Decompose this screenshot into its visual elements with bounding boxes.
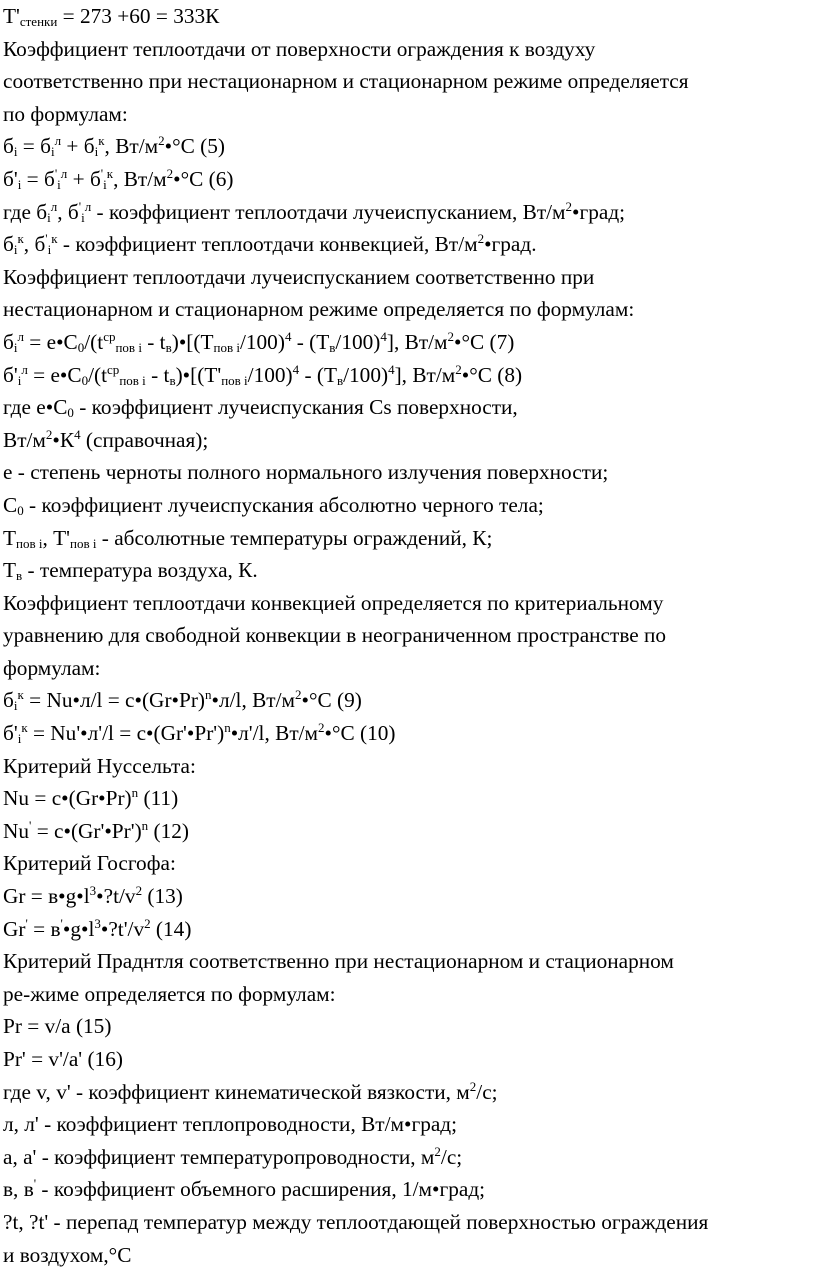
superscript-text: ср [103,328,116,344]
subscript-text: i [13,339,18,355]
text-run: - температура воздуха, К. [22,558,258,583]
text-run: •К [52,427,75,452]
text-run: = в [27,916,61,941]
superscript-text: 4 [292,361,300,377]
text-line [3,0,812,33]
superscript-text: 2 [158,133,165,149]
text-run: - коэффициент теплоотдачи конвекцией, Вт/м [57,232,478,257]
superscript-text: ' [54,165,58,181]
text-run: = е•С [27,362,82,387]
subscript-text: стенки [19,14,58,29]
text-line [3,196,812,229]
subscript-text: 0 [77,339,85,355]
text-run: , Вт/м [104,134,159,159]
text-run: = c•(Gr'•Pr') [31,818,142,843]
text-run: - коэффициент лучеиспускания абсолютно черного тела; [23,492,544,517]
text-run: б' [3,721,18,746]
text-run: )•[(Т [171,329,214,354]
text-line [3,913,812,946]
text-line [3,261,812,294]
text-run: = Nu•л/l = c•(Gr•Pr) [23,688,206,713]
text-run: Т [3,525,17,550]
superscript-text: n [205,687,212,703]
text-run: б [3,329,14,354]
text-run: , б [23,232,46,257]
text-run: Gr = в•g•l [3,884,90,909]
text-line [3,293,812,326]
text-line [3,1043,812,1076]
text-run: - t [145,362,170,387]
text-run: •л'/l, Вт/м [230,721,319,746]
subscript-text: пов i [119,372,146,388]
subscript-text: i [47,242,52,258]
superscript-text: 2 [318,720,325,736]
text-run: •°С (9) [301,688,362,713]
text-run: + б [67,166,101,191]
text-run: •л/l, Вт/м [211,688,296,713]
text-run: соответственно при нестационарном и стационарном режиме определяется [3,69,689,94]
text-line [3,228,812,261]
text-run: б' [3,166,18,191]
text-run: •град. [484,232,537,257]
text-run: = Nu'•л'/l = c•(Gr'•Pr') [27,721,225,746]
subscript-text: пов i [115,339,142,355]
text-line [3,554,812,587]
text-run: б [3,688,14,713]
superscript-text: к [106,165,114,181]
text-run: T' [3,4,20,28]
superscript-text: л [54,133,62,149]
text-line [3,1173,812,1206]
superscript-text: 2 [166,165,174,181]
text-run: = б [17,134,51,159]
text-line [3,98,812,131]
text-line [3,1239,812,1271]
text-line [3,489,812,522]
superscript-text: ср [107,361,120,377]
subscript-text: i [94,144,99,160]
superscript-text: 3 [94,915,101,931]
superscript-text: к [17,687,24,703]
subscript-text: в [169,372,176,388]
superscript-text: 4 [388,361,395,377]
text-run: е - степень черноты полного нормального излучения поверхности; [3,460,609,485]
superscript-text: 2 [477,231,485,247]
subscript-text: в [329,339,336,355]
subscript-text: пов i [221,372,248,388]
superscript-text: 2 [45,426,53,442]
text-run: Коэффициент теплоотдачи от поверхности ограждения к воздуху [3,36,596,61]
text-run: /100) [247,362,293,387]
text-run: /с; [476,1079,498,1104]
text-run: = б [21,166,55,191]
subscript-text: пов i [69,535,97,551]
text-run: •°С (6) [173,166,234,191]
text-line [3,587,812,620]
text-run: /100) [343,362,389,387]
subscript-text: i [13,698,18,714]
text-run: •°С (5) [164,134,225,159]
text-run: в, в [3,1177,34,1202]
text-line [3,130,812,163]
text-line [3,619,812,652]
text-run: где е•С [3,395,68,420]
superscript-text: 2 [295,687,302,703]
text-run: - (Т [299,362,337,387]
subscript-text: i [81,209,85,225]
text-run: - (Т [291,329,330,354]
text-run: С [3,492,18,517]
superscript-text: к [17,231,24,247]
text-line [3,847,812,880]
text-run: Gr [3,916,26,941]
text-run: ], Вт/м [394,362,456,387]
text-run: и воздухом,°С [3,1242,132,1267]
superscript-text: л [60,165,68,181]
text-run: а, а' - коэффициент температуропроводности, м [3,1144,435,1169]
text-line [3,391,812,424]
text-run: - t [141,329,166,354]
text-run: ], Вт/м [386,329,448,354]
superscript-text: л [50,198,58,214]
text-line [3,163,812,196]
text-run: Pr = v/a (15) [3,1014,112,1039]
superscript-text: ' [100,165,104,181]
superscript-text: л [84,198,92,214]
text-run: •°С (10) [324,721,396,746]
subscript-text: i [17,731,22,747]
text-line [3,978,812,1011]
text-run: Критерий Нуссельта: [3,753,196,778]
text-run: - коэффициент лучеиспускания Cs поверхности, [73,395,518,420]
text-line [3,424,812,457]
text-run: •°С (8) [461,362,523,387]
text-run: Nu [3,818,30,843]
text-run: (11) [138,786,179,811]
text-line [3,1010,812,1043]
text-run: нестационарном и стационарном режиме определяется по формулам: [3,297,635,322]
text-run: , Вт/м [113,166,167,191]
text-run: - абсолютные температуры ограждений, К; [96,525,493,550]
subscript-text: i [50,144,55,160]
text-line [3,684,812,717]
text-line [3,880,812,913]
subscript-text: 0 [17,502,24,518]
text-run: Критерий Госгофа: [3,851,176,876]
text-run: = е•С [23,329,78,354]
text-line [3,359,812,392]
superscript-text: к [51,231,58,247]
text-line [3,1076,812,1109]
superscript-text: к [21,720,28,736]
superscript-text: ' [33,1176,37,1192]
text-run: Т [3,558,17,583]
text-run: ?t, ?t' - перепад температур между теплоотдающей поверхностью ограждения [3,1209,709,1234]
superscript-text: 4 [284,328,292,344]
text-run: Критерий Праднтля соответственно при нестационарном и стационарном [3,949,674,974]
superscript-text: 2 [447,328,455,344]
text-run: •?t'/v [100,916,145,941]
superscript-text: ' [78,198,82,214]
text-run: (13) [142,884,183,909]
text-run: /100) [335,329,381,354]
subscript-text: i [17,176,22,192]
text-run: по формулам: [3,101,128,126]
text-run: - коэффициент объемного расширения, 1/м•град; [36,1177,486,1202]
superscript-text: ' [60,915,63,931]
text-run: •?t/v [96,884,136,909]
superscript-text: 4 [380,328,387,344]
text-line [3,1206,812,1239]
superscript-text: ' [29,817,32,833]
text-run: б' [3,362,18,387]
subscript-text: i [13,144,18,160]
subscript-text: i [57,176,61,192]
text-run: /(t [84,329,104,354]
superscript-text: 2 [565,198,573,214]
subscript-text: i [13,242,18,258]
subscript-text: 0 [67,405,74,421]
superscript-text: 2 [434,1143,441,1159]
text-line [3,456,812,489]
subscript-text: в [165,339,172,355]
superscript-text: n [224,720,231,736]
text-line [3,1141,812,1174]
text-run: •°С (7) [454,329,515,354]
text-line [3,815,812,848]
text-run: Коэффициент теплоотдачи лучеиспусканием соответственно при [3,264,595,289]
text-run: Вт/м [3,427,46,452]
text-run: , Т' [42,525,70,550]
subscript-text: в [336,372,344,388]
subscript-text: в [16,568,23,584]
text-run: Pr' = v'/a' (16) [3,1047,123,1071]
text-run: Nu = c•(Gr•Pr) [3,786,132,811]
subscript-text: i [17,372,22,388]
superscript-text: ' [25,915,28,931]
superscript-text: л [21,361,28,377]
text-line [3,652,812,685]
text-run: где v, v' - коэффициент кинематической вязкости, м [3,1079,470,1104]
text-run: , б [57,199,79,224]
text-line [3,33,812,66]
text-line [3,1108,812,1141]
text-run: )•[(Т' [175,362,222,387]
text-run: /(t [88,362,108,387]
superscript-text: 2 [455,361,462,377]
superscript-text: л [17,328,24,344]
text-run: •град; [572,199,626,224]
text-run: уравнению для свободной конвекции в неограниченном пространстве по [3,623,667,648]
subscript-text: i [47,209,51,225]
text-run: где б [3,199,48,224]
text-line [3,945,812,978]
superscript-text: 2 [135,883,143,899]
text-run: (14) [150,916,192,941]
text-run: б [3,232,14,257]
text-run: = 273 +60 = 333К [57,4,220,28]
superscript-text: к [98,133,105,149]
text-line [3,750,812,783]
superscript-text: n [141,817,149,833]
text-run: + б [61,134,95,159]
subscript-text: пов i [16,535,43,551]
text-run: Коэффициент теплоотдачи конвекцией определяется по критериальному [3,590,664,615]
superscript-text: 3 [89,883,97,899]
text-line [3,782,812,815]
text-run: /100) [239,329,285,354]
subscript-text: пов i [213,339,240,355]
text-line [3,326,812,359]
superscript-text: 2 [144,915,151,931]
text-run: формулам: [3,655,101,680]
superscript-text: n [131,785,139,801]
text-line [3,717,812,750]
text-run: ре-жиме определяется по формулам: [3,981,336,1006]
text-run: (справочная); [80,427,209,452]
text-run: л, л' - коэффициент теплопроводности, Вт/м•град; [3,1112,458,1137]
subscript-text: i [103,176,107,192]
superscript-text: 4 [74,426,81,442]
superscript-text: 2 [469,1078,477,1094]
subscript-text: 0 [81,372,89,388]
text-line [3,65,812,98]
text-run: - коэффициент теплоотдачи лучеиспусканием, Вт/м [91,199,566,224]
text-line [3,522,812,555]
text-run: б [3,134,14,159]
text-run: (12) [148,818,189,843]
superscript-text: ' [45,231,48,247]
text-run: •g•l [62,916,95,941]
text-run: /с; [440,1144,463,1169]
